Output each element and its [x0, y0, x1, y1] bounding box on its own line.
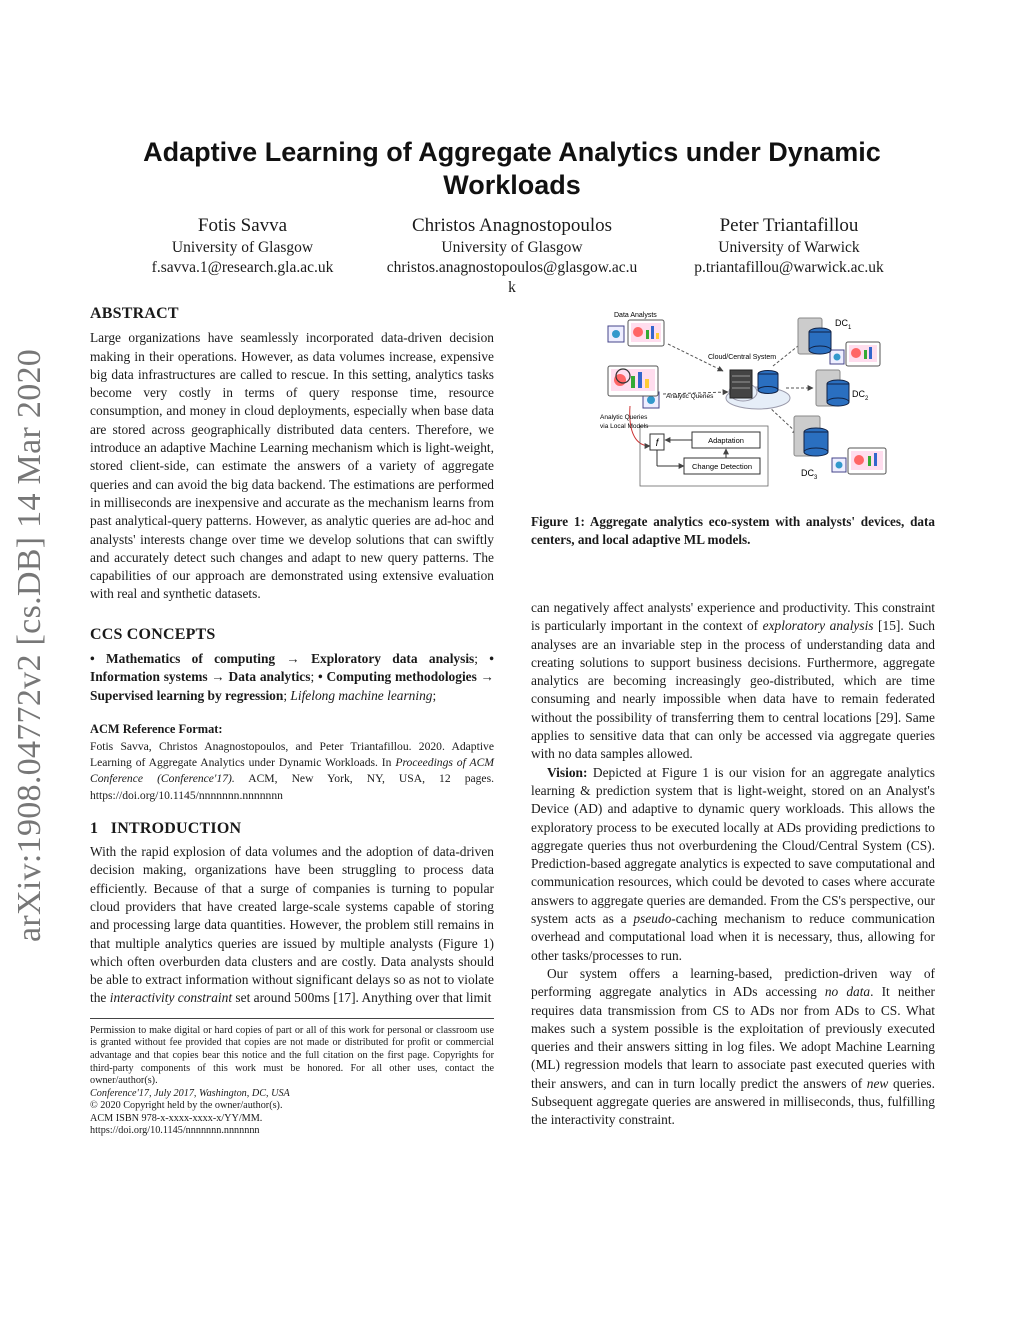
body-text: Our system offers a learning-based, prediction-driven way of performing aggregate analytics in ADs accessing [531, 965, 935, 1000]
acm-reference-text [90, 739, 494, 804]
dc1-label: $DC_1$ [835, 318, 852, 331]
footnote-divider [90, 1018, 494, 1019]
abstract-heading: ABSTRACT [90, 305, 179, 322]
body-text: [15]. Such analyses are an invariable step in the process of understanding data and creating solutions to support business decisions. Furthermore, aggregate analytics are becoming increasingly geo-distributed, which are time consuming and nearly impossible when data have to remain federated without the possibility of transferring them to central locations [29]. Same applies to sensitive data that can only be accessed via aggregate queries with no data samples allowed. [531, 618, 935, 762]
author-block [383, 214, 641, 298]
body-emphasis: new [866, 1075, 889, 1091]
intro-paragraph [90, 843, 494, 1008]
right-column [531, 599, 935, 1130]
ccs-bullet: • [489, 651, 494, 667]
analytic-queries-label: Analytic Queries [666, 393, 714, 400]
local-queries-label: Analytic Queries [600, 414, 648, 421]
analyst-device-icon [608, 366, 659, 408]
ccs-concepts [90, 650, 494, 705]
local-models-label: via Local Models [600, 423, 649, 430]
acm-reference-venue: Proceedings of ACM Conference (Conference'17). [90, 756, 494, 786]
conference-info: Conference'17, July 2017, Washington, DC, USA [90, 1087, 290, 1099]
doi: https://doi.org/10.1145/nnnnnnn.nnnnnnn [90, 1125, 260, 1137]
vision-label: Vision: [547, 764, 588, 780]
right-paragraph [531, 599, 935, 764]
change-detection-label: Change Detection [691, 462, 753, 471]
ccs-item: Information systems → Data analytics [90, 669, 311, 685]
author-affiliation: University of Glasgow [171, 239, 314, 256]
system-paragraph [531, 965, 935, 1130]
data-center-1-icon [798, 318, 831, 354]
intro-heading: 1 INTRODUCTION [90, 819, 242, 837]
body-text: queries. Subsequent aggregate queries are answered in milliseconds, thus, fulfilling the interactivity constraint. [531, 1075, 935, 1128]
analyst-device-icon [832, 448, 886, 474]
cloud-server-icon [726, 370, 790, 409]
author-name: Christos Anagnostopoulos [411, 215, 613, 236]
author-block [670, 214, 908, 278]
ccs-item: Computing methodologies → Supervised learning by regression [90, 669, 494, 703]
isbn: ACM ISBN 978-x-xxxx-xxxx-x/YY/MM. [90, 1112, 263, 1124]
cloud-label: Cloud/Central System [708, 354, 777, 361]
author-affiliation: University of Warwick [718, 239, 860, 256]
data-center-3-icon [794, 416, 828, 456]
ccs-separator: ; [310, 669, 318, 685]
ccs-bullet: • [90, 651, 95, 667]
dc2-label: $DC_2$ [852, 389, 869, 402]
data-analysts-label: Data Analysts [614, 312, 657, 319]
analyst-device-icon [608, 320, 664, 346]
figure-1-diagram [598, 306, 898, 496]
ccs-bullet: • [317, 669, 323, 685]
ccs-tail: Lifelong machine learning [290, 687, 433, 703]
intro-emphasis: interactivity constraint [109, 990, 233, 1006]
intro-text: With the rapid explosion of data volumes and the adoption of data-driven decision making, organizations have been struggling to process data efficiently. Because of that a surge of companies is turning to popular cloud providers that have created large-scale systems capable of storing and processing large data quantities. However, the problem still remains in that multiple analytics queries are issued by multiple analysts (Figure 1) which often overburden data clusters and are costly. Data analysts should be able to extract information without significant delays so as not to violate the [90, 844, 494, 1006]
paper-title: Adaptive Learning of Aggregate Analytics under Dynamic Workloads [143, 137, 881, 200]
permission-notice: Permission to make digital or hard copies of part or all of this work for personal or classroom use is granted without fee provided that copies are not made or distributed for profit or commercial advantage and that copies bear this notice and the full citation on the first page. Copyrights for third-party components of this work must be honored. For all other uses, contact the owner/author(s). [90, 1024, 494, 1087]
body-text: Depicted at Figure 1 is our vision for an aggregate analytics learning & prediction system that is light-weight, stored on an Analyst's Device (AD) and adaptive to dynamic query workloads. This allows the exploratory process to be executed locally at ADs providing predictions to aggregate queries thus not overburdening the Cloud/Central System (CS). Prediction-based aggregate analytics is expected to save computational and communication resources, which could be devoted to cases where accurate answers to aggregate queries are demanded. From the CS's perspective, our system acts as a [531, 764, 936, 927]
body-emphasis: no data [824, 984, 871, 1000]
body-text: . It neither requires data transmission from CS to ADs nor from ADs to CS. What makes such a system possible is the exploitation of previously executed queries and their answers sitting in log files. We adopt Machine Learning (ML) regression models that learn to associate past executed queries with their answers, and can in turn locally predict the answers of [531, 984, 935, 1091]
body-emphasis: exploratory analysis [762, 618, 874, 634]
adaptation-label: Adaptation [708, 436, 744, 445]
model-function-label: f [655, 438, 659, 449]
analyst-device-icon [830, 342, 880, 366]
arxiv-identifier: arXiv:1908.04772v2 [cs.DB] 14 Mar 2020 [11, 348, 48, 942]
acm-reference-authors: Fotis Savva, Christos Anagnostopoulos, and Peter Triantafillou. 2020. Adaptive Learning of Aggregate Analytics under Dynamic Workloads. In [90, 739, 494, 770]
ccs-end: ; [432, 687, 437, 703]
author-email: christos.anagnostopoulos@glasgow.ac.uk [386, 259, 638, 296]
body-text: can negatively affect analysts' experience and productivity. This constraint is particularly important in the context of [531, 600, 935, 634]
author-name: Fotis Savva [197, 215, 288, 236]
acm-reference-heading: ACM Reference Format: [90, 721, 223, 736]
ccs-separator: ; [283, 687, 291, 703]
footnote [90, 1025, 494, 1138]
author-name: Peter Triantafillou [719, 215, 859, 236]
acm-reference-publisher: ACM, New York, NY, USA, 12 pages. https://doi.org/10.1145/nnnnnnn.nnnnnnn [90, 772, 494, 802]
abstract-text: Large organizations have seamlessly incorporated data-driven decision making in their operations. However, as data volumes increase, expensive big data infrastructures are called to rescue. In this setting, analytics tasks become very costly in terms of query response time, resource consumption, and money in cloud deployments, especially when base data are stored across geographically distributed data centers. Therefore, we introduce an adaptive Machine Learning mechanism which is light-weight, stored client-side, can estimate the answers of a variety of aggregate queries and can avoid the big data backend. The estimations are performed in milliseconds are inexpensive and accurate as the mechanism learns from past analytical-query patterns. However, as analytic queries are ad-hoc and analysts' interests change over time we develop solutions that can swiftly and accurately detect such changes and adapt to new query patterns. The capabilities of our approach are demonstrated using extensive evaluation with real and synthetic datasets. [90, 330, 494, 602]
copyright-notice: © 2020 Copyright held by the owner/author(s). [90, 1100, 283, 1112]
body-text: -caching mechanism to reduce communication overhead and computational load when it is necessary, thus, allowing for other tasks/processes to run. [531, 911, 935, 963]
intro-text: set around 500ms [17]. Anything over that limit [232, 990, 492, 1006]
left-column [90, 305, 494, 1138]
ccs-heading: CCS CONCEPTS [90, 625, 216, 643]
author-email: f.savva.1@research.gla.ac.uk [151, 259, 334, 276]
author-block [110, 214, 375, 278]
vision-paragraph [531, 764, 935, 965]
ccs-separator: ; [474, 651, 490, 667]
dc3-label: $DC_3$ [801, 468, 818, 481]
data-center-2-icon [816, 370, 849, 406]
author-affiliation: University of Glasgow [441, 239, 583, 256]
body-emphasis: pseudo [633, 911, 672, 927]
author-email: p.triantafillou@warwick.ac.uk [694, 259, 884, 276]
ccs-item: Mathematics of computing → Exploratory data analysis [106, 651, 475, 667]
figure-1-caption: Figure 1: Aggregate analytics eco-system with analysts' devices, data centers, and local adaptive ML models. [531, 514, 935, 547]
